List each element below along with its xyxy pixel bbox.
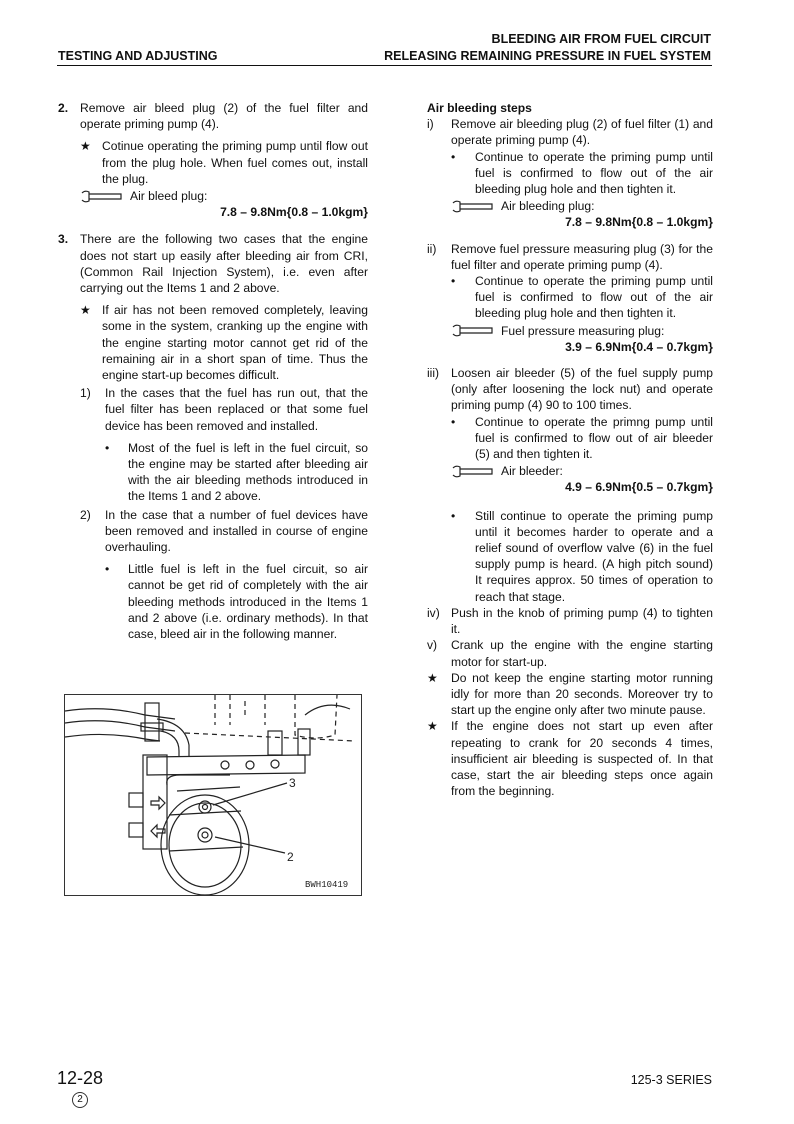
step-number: ii) bbox=[427, 241, 437, 256]
torque-label: Air bleeder: bbox=[501, 464, 563, 479]
step-text: There are the following two cases that the engine does not start up easily after bleeding air from CRI, (Common Rail Injection System), i.e. even after carrying out the Items 1 and 2 above. bbox=[80, 232, 368, 296]
torque-spec bbox=[451, 323, 713, 339]
right-column bbox=[427, 100, 713, 799]
wrench-icon bbox=[451, 200, 493, 213]
case-number: 2) bbox=[80, 507, 91, 522]
step-i bbox=[427, 116, 713, 148]
step-text: Remove air bleeding plug (2) of fuel filter (1) and operate priming pump (4). bbox=[451, 117, 713, 148]
series-label: 125-3 SERIES bbox=[630, 1073, 712, 1087]
bullet-text: Continue to operate the priming pump until fuel is confirmed to flow out of the air bleeding plug hole and then tighten it. bbox=[475, 274, 713, 321]
torque-label: Air bleeding plug: bbox=[501, 199, 595, 214]
step-number: 2. bbox=[58, 101, 69, 115]
step-text: Remove fuel pressure measuring plug (3) for the fuel filter and operate priming pump (4). bbox=[451, 241, 713, 272]
step-ii bbox=[427, 241, 713, 273]
star-icon: ★ bbox=[427, 670, 438, 685]
step-text: Remove air bleed plug (2) of the fuel filter and operate priming pump (4). bbox=[80, 101, 368, 132]
wrench-icon bbox=[451, 324, 493, 337]
bullet-text: Continue to operate the primng pump until fuel is confirmed to flow out of air bleeder (5) and then tighten it. bbox=[475, 414, 713, 462]
step-number: iii) bbox=[427, 366, 440, 381]
case-text: In the cases that the fuel has run out, that the fuel filter has been replaced or that some fuel device has been removed and installed. bbox=[105, 386, 368, 433]
header-rule bbox=[57, 65, 712, 66]
step-2 bbox=[58, 100, 368, 132]
note bbox=[427, 670, 713, 719]
step-number: 3. bbox=[58, 232, 69, 247]
bullet bbox=[451, 273, 713, 322]
bullet bbox=[451, 508, 713, 605]
wrench-icon bbox=[451, 465, 493, 478]
bullet-icon: • bbox=[451, 414, 456, 429]
case-number: 1) bbox=[80, 386, 91, 401]
step-text: Loosen air bleeder (5) of the fuel supply pump (only after loosening the lock nut) and operate priming pump (4) 90 to 100 times. bbox=[451, 366, 713, 413]
case-2 bbox=[80, 507, 368, 556]
note-text: Do not keep the engine starting motor running idly for more than 20 seconds. Moreover try to start up the engine only after two minute pause. bbox=[451, 670, 713, 718]
section-heading: Air bleeding steps bbox=[427, 101, 532, 115]
bullet bbox=[105, 561, 368, 642]
step-iii bbox=[427, 365, 713, 414]
step-number: iv) bbox=[427, 605, 440, 620]
bullet-text: Most of the fuel is left in the fuel circuit, so the engine may be started after bleeding air with the air bleeding methods introduced in the Items 1 and 2 above. bbox=[128, 440, 368, 504]
bullet-icon: • bbox=[451, 149, 456, 164]
torque-value: 4.9 – 6.9Nm{0.5 – 0.7kgm} bbox=[565, 480, 713, 495]
note bbox=[80, 302, 368, 383]
star-icon: ★ bbox=[80, 139, 91, 154]
bullet-text: Little fuel is left in the fuel circuit, so air cannot be get rid of completely with the air bleeding methods introduced in the Items 1 and 2 above (i.e. ordinary methods). In that case, bleed air in the following manner. bbox=[128, 562, 368, 642]
note-text: Cotinue operating the priming pump until flow out from the plug hole. When fuel comes out, install the plug. bbox=[102, 139, 368, 186]
bullet bbox=[451, 149, 713, 198]
revision-mark: 2 bbox=[72, 1092, 88, 1108]
label-2: 2 bbox=[287, 850, 294, 864]
step-text: Crank up the engine with the engine starting motor for start-up. bbox=[451, 638, 713, 669]
fuel-filter-drawing bbox=[65, 695, 361, 895]
torque-spec bbox=[451, 463, 713, 479]
header-title-bottom: RELEASING REMAINING PRESSURE IN FUEL SYSTEM bbox=[384, 49, 711, 63]
bullet-icon: • bbox=[105, 562, 110, 577]
case-text: In the case that a number of fuel devices have been removed and installed in course of engine overhauling. bbox=[105, 507, 368, 555]
note-text: If the engine does not start up even after repeating to crank for 20 seconds 4 times, insufficient air bleeding is suspected of. In that case, start the air bleeding steps once again from the beginning. bbox=[451, 719, 713, 799]
step-number: v) bbox=[427, 638, 438, 653]
step-3 bbox=[58, 231, 368, 296]
bullet bbox=[105, 440, 368, 505]
wrench-icon bbox=[80, 190, 122, 203]
step-text: Push in the knob of priming pump (4) to tighten it. bbox=[451, 605, 713, 637]
left-column bbox=[58, 100, 368, 642]
note bbox=[80, 138, 368, 187]
step-number: i) bbox=[427, 117, 434, 132]
label-3: 3 bbox=[289, 776, 296, 790]
torque-label: Fuel pressure measuring plug: bbox=[501, 323, 665, 338]
torque-label: Air bleed plug: bbox=[130, 189, 208, 204]
star-icon: ★ bbox=[427, 719, 438, 734]
bullet bbox=[451, 414, 713, 463]
note-text: If air has not been removed completely, leaving some in the system, cranking up the engine with the engine starting motor cannot get rid of the remaining air in a short span of time. Thus the engine start-up becomes difficult. bbox=[102, 303, 368, 383]
torque-spec bbox=[451, 198, 713, 214]
step-v bbox=[427, 637, 713, 669]
note bbox=[427, 718, 713, 799]
header-title-top: BLEEDING AIR FROM FUEL CIRCUIT bbox=[491, 32, 711, 46]
header-section: TESTING AND ADJUSTING bbox=[58, 49, 218, 63]
torque-value: 7.8 – 9.8Nm{0.8 – 1.0kgm} bbox=[220, 205, 368, 220]
figure-code: BWH10419 bbox=[305, 880, 349, 890]
torque-spec bbox=[80, 188, 368, 204]
torque-value: 7.8 – 9.8Nm{0.8 – 1.0kgm} bbox=[565, 215, 713, 230]
bullet-text: Still continue to operate the priming pump until it becomes harder to operate and a relief sound of overflow valve (6) in the fuel supply pump is heard. (A high pitch sound) It requires approx. 50 times of operation to reach that stage. bbox=[475, 508, 713, 604]
bullet-icon: • bbox=[105, 440, 110, 455]
page-number: 12-28 bbox=[57, 1068, 104, 1088]
torque-value: 3.9 – 6.9Nm{0.4 – 0.7kgm} bbox=[565, 339, 713, 354]
bullet-text: Continue to operate the priming pump until fuel is confirmed to flow out of the air bleeding plug hole and then tighten it. bbox=[475, 149, 713, 197]
case-1 bbox=[80, 385, 368, 434]
bullet-icon: • bbox=[451, 508, 456, 523]
step-iv bbox=[427, 605, 713, 637]
bullet-icon: • bbox=[451, 274, 456, 289]
star-icon: ★ bbox=[80, 303, 91, 318]
fuel-filter-figure bbox=[64, 694, 362, 896]
